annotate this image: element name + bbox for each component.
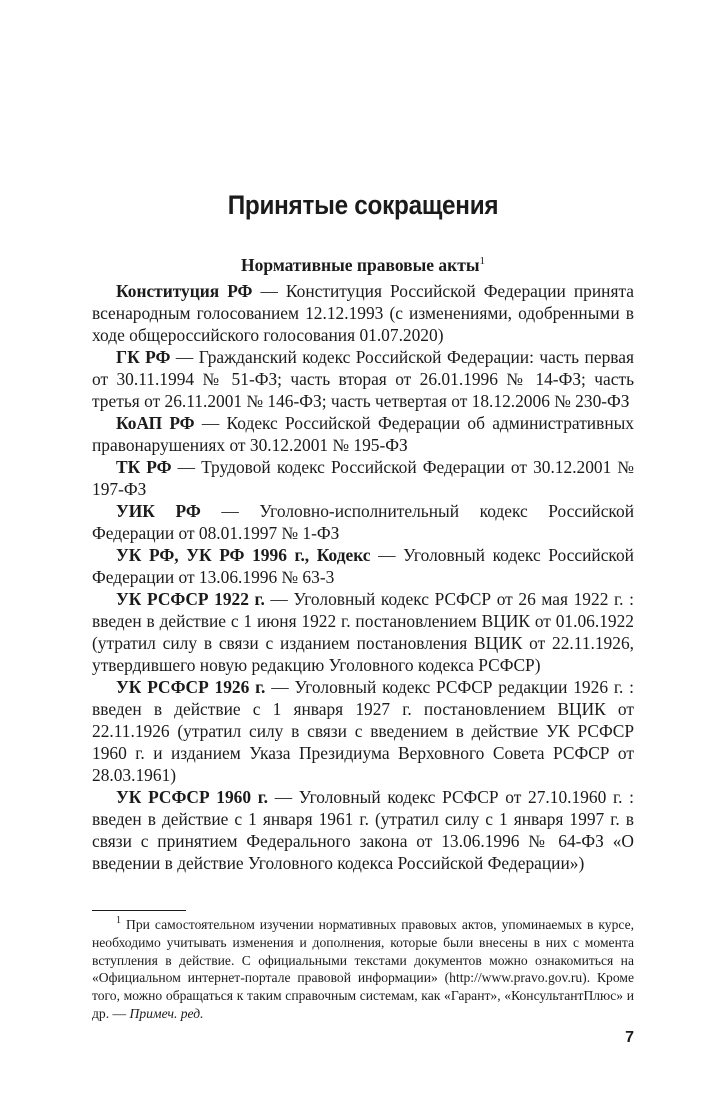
abbreviation-term: Конституция РФ xyxy=(116,281,253,301)
abbreviation-entry xyxy=(92,412,634,456)
abbreviation-term: ГК РФ xyxy=(116,347,171,367)
abbreviation-entry xyxy=(92,456,634,500)
abbreviation-entry xyxy=(92,280,634,346)
abbreviation-term: УК РСФСР 1926 г. xyxy=(116,677,266,697)
abbreviation-definition: — Уголовный кодекс РСФСР от 27.10.1960 г. : введен в действие с 1 января 1961 г. (утратил силу с 1 января 1997 г. в связи с принятием Федерального закона от 13.06.1996 № 64-ФЗ «О введении в действие Уголовного кодекса Российской Федерации») xyxy=(92,787,635,873)
footnote-reference[interactable]: 1 xyxy=(479,255,485,268)
abbreviation-definition: — Гражданский кодекс Российской Федерации: часть первая от 30.11.1994 № 51-ФЗ; часть вторая от 26.01.1996 № 14-ФЗ; часть третья от 26.11.2001 № 146-ФЗ; часть четвертая от 18.12.2006 № 230-ФЗ xyxy=(92,347,634,411)
abbreviation-term: ТК РФ xyxy=(116,457,172,477)
abbreviation-definition: — Уголовный кодекс Российской Федерации от 13.06.1996 № 63-3 xyxy=(92,545,634,587)
abbreviation-entry xyxy=(92,786,634,874)
abbreviation-definition: — Уголовный кодекс РСФСР редакции 1926 г. : введен в действие с 1 января 1927 г. постановлением ВЦИК от 22.11.1926 (утратил силу в связи с введением в действие УК РСФСР 1960 г. и изданием Указа Президиума Верховного Совета РСФСР от 28.03.1961) xyxy=(92,677,635,785)
abbreviation-entry xyxy=(92,676,634,786)
page-title: Принятые сокращения xyxy=(227,190,499,221)
abbreviation-entry xyxy=(92,346,634,412)
abbreviation-term: УК РСФСР 1922 г. xyxy=(116,589,265,609)
abbreviation-definition: — Уголовный кодекс РСФСР от 26 мая 1922 г. : введен в действие с 1 июня 1922 г. постановлением ВЦИК от 01.06.1922 (утратил силу в связи с изданием постановления ВЦИК от 22.11.1926, утвердившего новую редакцию Уголовного кодекса РСФСР) xyxy=(92,589,634,675)
abbreviation-term: УК РСФСР 1960 г. xyxy=(116,787,269,807)
footnote-divider xyxy=(92,910,186,911)
abbreviation-list xyxy=(92,280,634,874)
abbreviation-term: УИК РФ xyxy=(116,501,201,521)
section-heading-text: Нормативные правовые акты xyxy=(240,255,480,275)
abbreviation-term: КоАП РФ xyxy=(116,413,195,433)
footnote-editor-note: Примеч. ред. xyxy=(129,1005,204,1021)
abbreviation-entry xyxy=(92,588,634,676)
abbreviation-definition: — Кодекс Российской Федерации об административных правонарушениях от 30.12.2001 № 195-ФЗ xyxy=(92,413,635,455)
abbreviation-entry xyxy=(92,500,634,544)
footnote-marker: 1 xyxy=(116,915,121,927)
abbreviation-definition: — Трудовой кодекс Российской Федерации от 30.12.2001 № 197-ФЗ xyxy=(92,457,634,499)
abbreviation-term: УК РФ, УК РФ 1996 г., Кодекс xyxy=(116,545,371,565)
abbreviation-definition: — Конституция Российской Федерации принята всенародным голосованием 12.12.1993 (с изменениями, одобренными в ходе общероссийского голосования 01.07.2020) xyxy=(92,281,634,345)
footnote-text: При самостоятельном изучении нормативных правовых актов, упоминаемых в курсе, необходимо учитывать изменения и дополнения, которые были внесены в них с момента вступления в действие. С официальными текстами документов можно ознакомиться на «Официальном интернет-портале правовой информации» (http://www.pravo.gov.ru). Кроме того, можно обращаться к таким справочным системам, как «Гарант», «КонсультантПлюс» и др. — xyxy=(92,917,634,1021)
abbreviation-definition: — Уголовно-исполнительный кодекс Российской Федерации от 08.01.1997 № 1-ФЗ xyxy=(92,501,634,543)
footnote xyxy=(92,916,634,1023)
abbreviation-entry xyxy=(92,544,634,588)
section-heading xyxy=(0,255,726,276)
page-number: 7 xyxy=(625,1029,634,1046)
